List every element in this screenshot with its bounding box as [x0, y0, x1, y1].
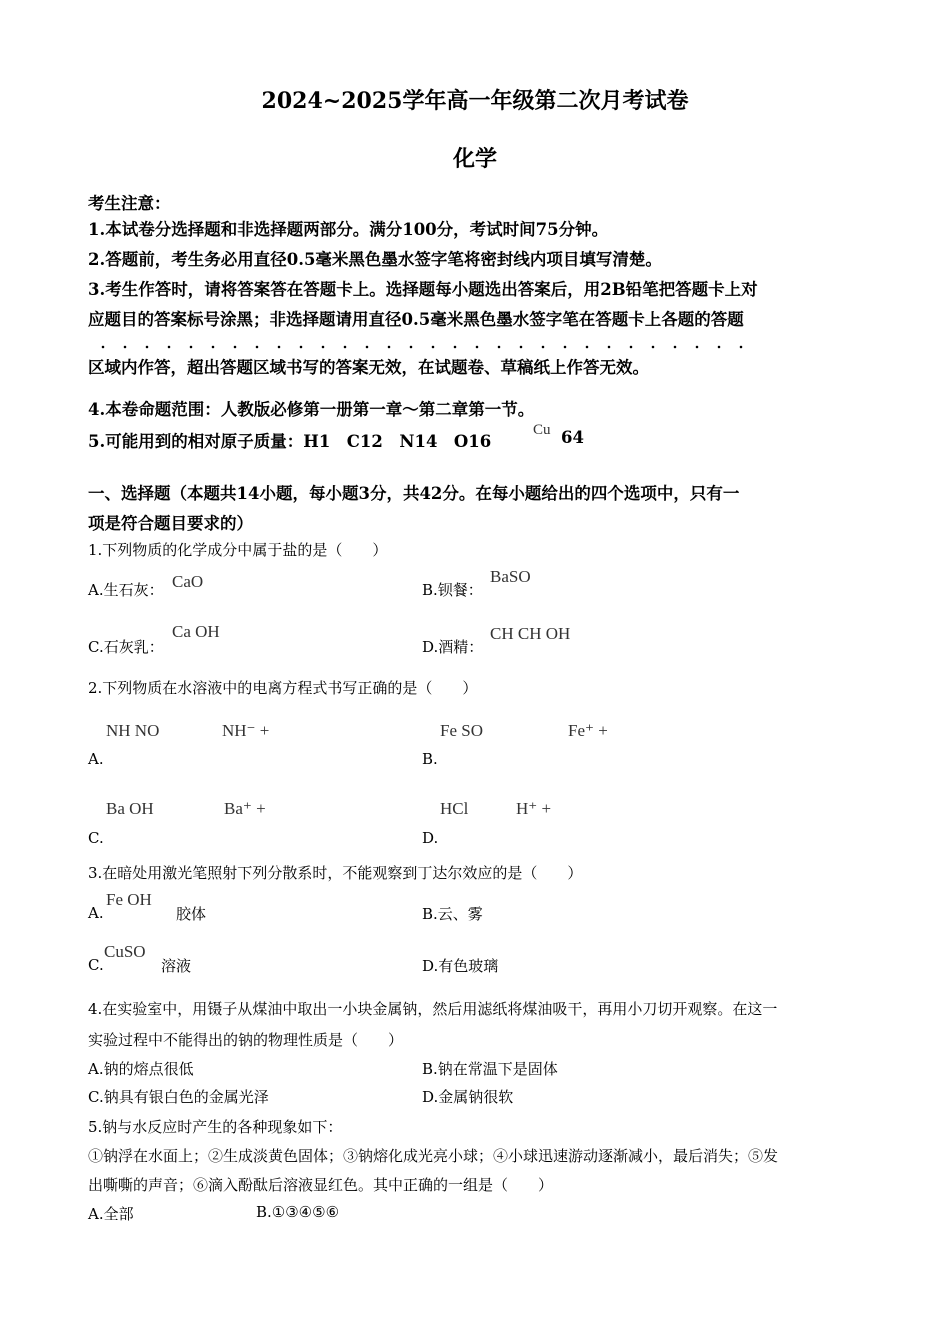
q4-stem-line-2: 实验过程中不能得出的钠的物理性质是（ ）	[88, 1031, 404, 1049]
q3-option-a-label: A.	[88, 904, 104, 922]
q3-stem: 3.在暗处用激光笔照射下列分散系时，不能观察到丁达尔效应的是（ ）	[88, 864, 583, 882]
notice-item-3-line-2: 应题目的答案标号涂黑；非选择题请用直径0.5毫米黑色墨水签字笔在答题卡上各题的答题	[88, 310, 744, 329]
q2-option-d-left: HCl	[440, 799, 469, 818]
q1-option-a-formula: CaO	[172, 572, 204, 591]
q4-option-b: B.钠在常温下是固体	[422, 1060, 558, 1078]
q2-option-a-label: A.	[88, 750, 104, 768]
q1-option-b-formula: BaSO	[490, 567, 531, 586]
q1-option-c-formula: Ca OH	[172, 622, 220, 641]
q3-option-d: D.有色玻璃	[422, 957, 499, 975]
q1-option-b-label: B.钡餐：	[422, 581, 483, 599]
notice-item-3-line-1: 3.考生作答时，请将答案答在答题卡上。选择题每小题选出答案后，用2B铅笔把答题卡上对	[88, 280, 758, 299]
q2-option-c-label: C.	[88, 829, 104, 847]
q3-option-c-formula: CuSO	[104, 942, 146, 961]
q1-option-a-label: A.生石灰：	[88, 581, 164, 599]
notice-item-2: 2.答题前，考生务必用直径0.5毫米黑色墨水签字笔将密封线内项目填写清楚。	[88, 250, 662, 269]
q3-option-c-label: C.	[88, 956, 104, 974]
q4-option-d: D.金属钠很软	[422, 1088, 514, 1106]
q1-stem: 1.下列物质的化学成分中属于盐的是（ ）	[88, 541, 388, 559]
q2-option-d-right: H⁺ +	[516, 799, 552, 818]
q2-option-c-right: Ba⁺ +	[224, 799, 266, 818]
q5-option-b: B.①③④⑤⑥	[256, 1203, 340, 1221]
q3-option-a-formula: Fe OH	[106, 890, 152, 909]
q4-option-a: A.钠的熔点很低	[88, 1060, 194, 1078]
q3-option-b: B.云、雾	[422, 905, 483, 923]
q3-option-a-suffix: 胶体	[176, 905, 207, 923]
q1-option-d-label: D.酒精：	[422, 638, 484, 656]
q2-option-a-left: NH NO	[106, 721, 160, 740]
q2-option-b-left: Fe SO	[440, 721, 483, 740]
q2-option-c-left: Ba OH	[106, 799, 154, 818]
q5-desc-line-2: 出嘶嘶的声音；⑥滴入酚酞后溶液显红色。其中正确的一组是（ ）	[88, 1176, 554, 1194]
q5-desc-line-1: ①钠浮在水面上；②生成淡黄色固体；③钠熔化成光亮小球；④小球迅速游动逐渐减小，最后消失；⑤发	[88, 1147, 779, 1165]
q5-stem: 5.钠与水反应时产生的各种现象如下：	[88, 1118, 343, 1136]
q2-option-b-right: Fe⁺ +	[568, 721, 608, 740]
q1-option-c-label: C.石灰乳：	[88, 638, 164, 656]
q1-option-d-formula: CH CH OH	[490, 624, 571, 643]
q4-stem-line-1: 4.在实验室中，用镊子从煤油中取出一小块金属钠，然后用滤纸将煤油吸干，再用小刀切开观察。在这一	[88, 1000, 778, 1018]
q2-option-b-label: B.	[422, 750, 438, 768]
q3-option-c-suffix: 溶液	[161, 957, 192, 975]
notice-item-4: 4.本卷命题范围：人教版必修第一册第一章～第二章第一节。	[88, 400, 535, 419]
notice-item-1: 1.本试卷分选择题和非选择题两部分。满分100分，考试时间75分钟。	[88, 220, 609, 239]
exam-title: 2024~2025学年高一年级第二次月考试卷	[261, 88, 689, 114]
notice-item-5: 5.可能用到的相对原子质量：H1 C12 N14 O16	[88, 432, 492, 451]
section-1-heading-line-2: 项是符合题目要求的）	[88, 514, 253, 533]
atomic-mass-cu-symbol: Cu	[533, 422, 551, 438]
q4-option-c: C.钠具有银白色的金属光泽	[88, 1088, 269, 1106]
atomic-mass-cu-value: 64	[561, 428, 584, 447]
notice-heading: 考生注意：	[88, 194, 171, 213]
subject-title: 化学	[452, 146, 497, 172]
q5-option-a: A.全部	[88, 1205, 134, 1223]
q2-option-a-right: NH⁻ +	[222, 721, 270, 740]
q2-option-d-label: D.	[422, 829, 439, 847]
section-1-heading-line-1: 一、选择题（本题共14小题，每小题3分，共42分。在每小题给出的四个选项中，只有一	[88, 484, 740, 503]
q2-stem: 2.下列物质在水溶液中的电离方程式书写正确的是（ ）	[88, 679, 478, 697]
emphasis-dots	[88, 344, 748, 350]
notice-item-3-line-3: 区域内作答，超出答题区域书写的答案无效，在试题卷、草稿纸上作答无效。	[88, 358, 649, 377]
